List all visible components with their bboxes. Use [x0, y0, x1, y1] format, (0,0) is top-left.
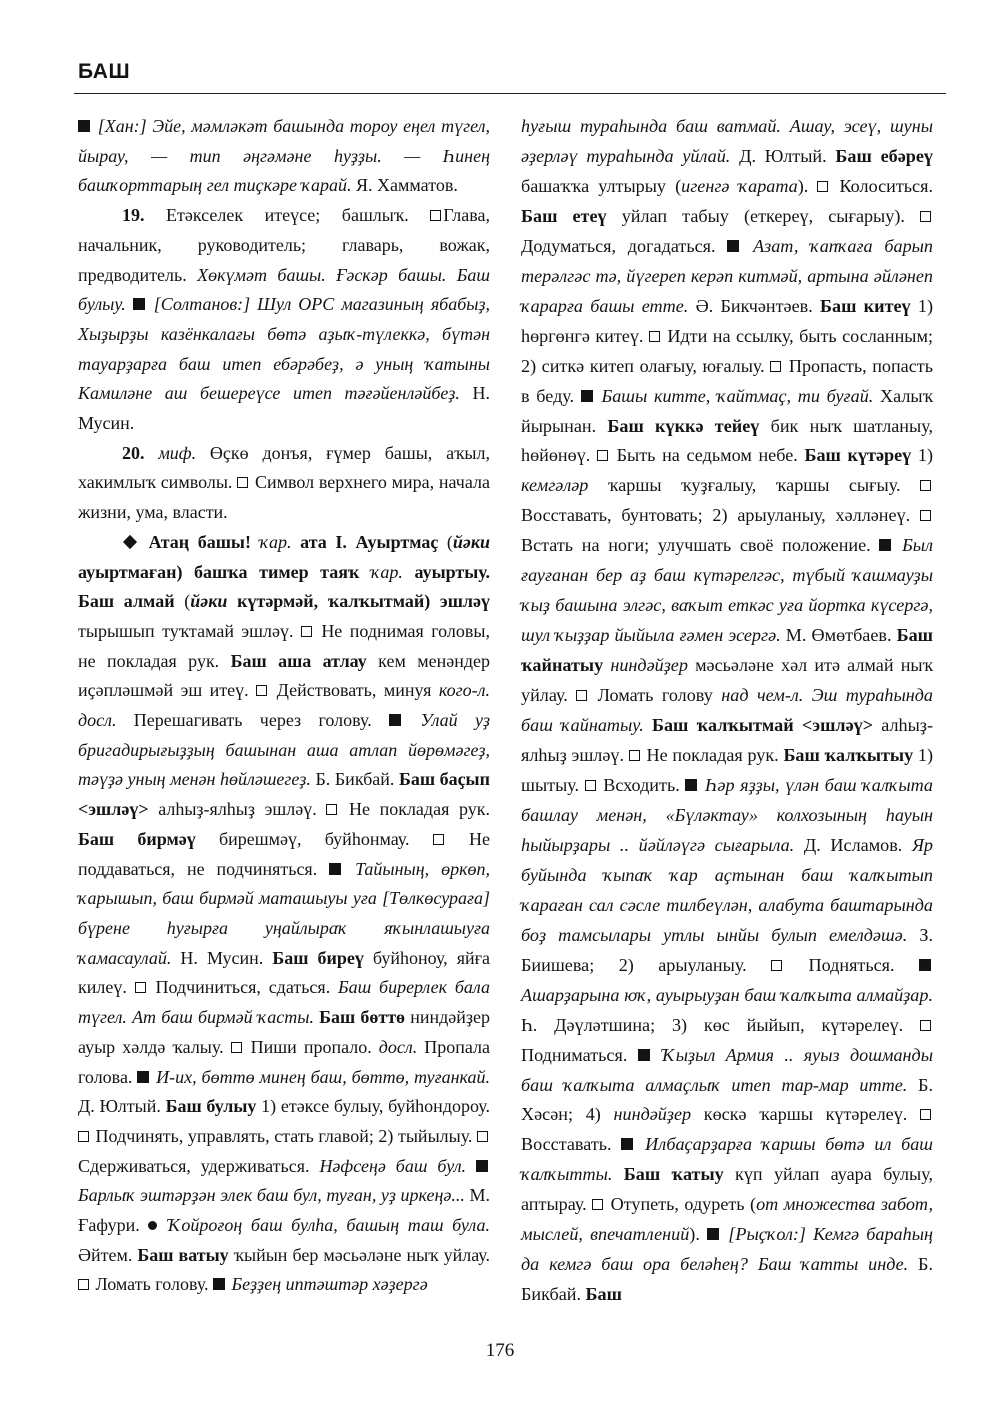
italic-text: Был ғауғанан бер аҙ баш күтәрелгәс, түбый ҡашмауҙы ҡыҙ башына элгәс, ваҡыт еткәс уға йортка күсергә, шул ҡыҙҙар йыйыла ғәмен эсергә.	[521, 535, 933, 646]
italic-text: Баш бирерлек бала түгел. Ат баш бирмәй ҡасты.	[78, 977, 491, 1028]
running-header: БАШ	[78, 60, 131, 83]
entry-paragraph: һуғыш тураһында баш ватмай. Ашау, эсеү, шуны әҙерләү тураһында уйлай. Д. Юлтый. Баш ебәреү башаҡҡа ултырыу (игенгә ҡарата). Колоситься. Баш етеү уйлап табыу (еткереү, сығарыу). Додуматься, догадаться. Азат, ҡапҡаға барып терәлгәс тә, йүгереп керәп китмәй, артына әйләнеп ҡарарға башы етте. Ә. Бикчәнтәев. Баш китеү 1) һөргөнгә китеү. Идти на ссылку, быть сосланным; 2) ситкә китеп олағыу, юғалыу. Пропасть, попасть в беду. Башы китте, ҡайтмаҫ, ти буғай. Халыҡ йырынан. Баш күккә тейеү бик ныҡ шатланыу, һөйөнөү. Быть на седьмом небе. Баш күтәреү 1) кемгәләр ҡаршы ҡуҙғалыу, ҡаршы сығыу. Восставать, бунтовать; 2) арыуланыу, хәлләнеү. Встать на ноги; улучшать своё положение. Был ғауғанан бер аҙ баш күтәрелгәс, түбый ҡашмауҙы ҡыҙ башына элгәс, ваҡыт еткәс уға йортка күсергә, шул ҡыҙҙар йыйыла ғәмен эсергә. М. Өмөтбаев. Баш ҡайнатыу ниндәйҙер мәсьәләне хәл итә алмай ныҡ уйлау. Ломать голову над чем-л. Эш тураһында баш ҡайнатыу. Баш ҡалҡытмай <эшләү> алһыҙ-ялһыҙ эшләү. Не покладая рук. Баш ҡалҡытыу 1) шытыу. Всходить. Һәр яҙҙы, үлән баш ҡалҡыта башлау менән, «Бүләктау» колхозының һауын һыйырҙары .. йәйләүгә сығарыла. Д. Исламов. Яр буйында ҡыпаҡ ҡар аҫтынан баш ҡалҡытып ҡараған сал сәсле тилбеүлән, алабута баштарында боҙ тамсылары утлы ынйы булып емелдәшә. З. Биишева; 2) арыуланыу. Подняться. Ашарҙарына юҡ, ауырыуҙан баш ҡалҡыта алмайҙар. Һ. Дәүләтшина; 3) көс йыйып, күтәрелеү. Подниматься. Ҡыҙыл Армия .. яуыз дошманды баш ҡалҡыта алмаҫлыҡ итеп тар-мар итте. Б. Хәсән; 4) ниндәйҙер көскә ҡаршы күтәрелеү. Восставать. Илбаҫарҙарға ҡаршы бөтә ил баш ҡалҡытты. Баш ҡатыу күп уйлап ауара булыу, аптырау. Отупеть, одуреть (от множества забот, мыслей, впечатлений). [Рыҫҡол:] Кемгә бараһың да кемгә баш ора беләһең? Баш ҡатты инде. Б. Бикбай. Баш	[521, 116, 934, 1305]
hollow-square-icon	[477, 1131, 488, 1142]
hollow-square-icon	[770, 361, 781, 372]
italic-text: кого-л. досл.	[78, 680, 490, 731]
hollow-square-icon	[576, 690, 587, 701]
headword-text: Баш ҡатыу	[623, 1164, 724, 1185]
filled-square-icon	[213, 1278, 225, 1290]
headword-text: 19.	[122, 205, 145, 226]
headword-text: Баш ватыу	[137, 1244, 229, 1265]
filled-square-icon	[78, 120, 90, 132]
filled-square-icon	[879, 539, 891, 551]
hollow-square-icon	[597, 450, 608, 461]
italic-text: Нәфсеңә баш бул.	[319, 1155, 467, 1176]
headword-text: Баш китеү	[820, 295, 911, 316]
hollow-square-icon	[592, 1199, 603, 1210]
italic-text	[453, 532, 490, 552]
headword-text: 20.	[122, 442, 145, 463]
hollow-square-icon	[817, 181, 828, 192]
filled-square-icon	[638, 1049, 650, 1061]
right-column	[521, 112, 933, 1310]
italic-text: И-их, бөттө минең баш, бөттө, туғанкай.	[156, 1066, 491, 1087]
hollow-square-icon	[301, 626, 312, 637]
headword-text: Ауыртмаҫ	[355, 531, 439, 552]
diamond-icon	[123, 535, 137, 549]
headword-text: йәки	[452, 531, 491, 552]
italic-text: Ашарҙарына юҡ, ауырыуҙан баш ҡалҡыта алмайҙар.	[521, 984, 933, 1005]
filled-square-icon	[137, 1071, 149, 1083]
hollow-square-icon	[78, 1131, 89, 1142]
italic-text: Азат, ҡапҡаға барып терәлгәс тә, йүгереп керәп китмәй, артына әйләнеп ҡарарға башы етте.	[521, 235, 933, 316]
italic-text: Улай уҙ бригадирығыҙҙың башынан аша атлап йөрөмәгеҙ, тәүҙә уның менән һөйләшегеҙ.	[78, 710, 491, 790]
italic-text: миф.	[158, 442, 197, 463]
filled-square-icon	[727, 240, 739, 252]
hollow-square-icon	[433, 834, 444, 845]
headword-text: Баш ҡалҡытмай <эшләү>	[651, 715, 874, 736]
filled-square-icon	[581, 390, 593, 402]
italic-text: Тайының, өркөп, ҡарышып, баш бирмәй маташыуы уға [Төлкөсураға] бүрене һуғырға уңайлыраҡ яҡынлашыуға ҡамасаулай.	[78, 858, 490, 968]
headword-text: ауыртыу. Баш алмай	[78, 561, 490, 612]
hollow-square-icon	[326, 804, 337, 815]
italic-text: һуғыш тураһында баш ватмай. Ашау, эсеү, шуны әҙерләү тураһында уйлай.	[521, 116, 933, 166]
italic-text: [Солтанов:] Шул ОРС магазиның ябабыҙ, Хыҙырҙы казёнкалағы бөтә аҙыҡ-түлеккә, бүтән тауарҙарға баш итеп ебәрәбеҙ, ә уның ҡатыны Камиләне аш бешереүсе итеп тәғәйенләйбеҙ.	[78, 294, 491, 404]
italic-text: Беҙҙең иптәштәр хәҙергә	[231, 1274, 428, 1295]
headword-text: Баш	[585, 1284, 622, 1305]
bullet-dot-icon	[148, 1221, 157, 1230]
hollow-square-icon	[920, 510, 931, 521]
italic-text: [Хан:] Эйе, мәмләкәт башында тороу еңел түгел, йырау, — тип әңгәмәне һуҙҙы. — Һинең башҡорттарың гел тиҫкәре ҡарай.	[78, 116, 490, 196]
italic-text: игенгә ҡарата	[681, 175, 798, 196]
hollow-square-icon	[920, 211, 931, 222]
headword-text: Баш аша атлау	[230, 650, 367, 671]
entry-paragraph: [Хан:] Эйе, мәмләкәт башында тороу еңел түгел, йырау, — тип әңгәмәне һуҙҙы. — Һинең башҡорттарың гел тиҫкәре ҡарай. Я. Хамматов.	[78, 116, 490, 196]
italic-text: досл.	[378, 1036, 418, 1057]
headword-text: Баш ҡайнатыу	[521, 625, 933, 676]
headword-text: Баш күккә тейеү	[607, 415, 760, 436]
italic-text: ҡар.	[259, 531, 292, 552]
hollow-square-icon	[920, 1020, 931, 1031]
italic-text: Яр буйында ҡыпаҡ ҡар аҫтынан баш ҡалҡытып ҡараған сал сәсле тилбеүлән, алабута баштарында боҙ тамсылары утлы ынйы булып емелдәшә.	[521, 834, 933, 945]
headword-text: Атаң башы!	[148, 531, 251, 552]
headword-text: Баш бөттө	[319, 1007, 406, 1028]
headword-text: Баш күтәреү	[804, 445, 912, 466]
headword-text: күтәрмәй, ҡалҡытмай) эшләү	[237, 591, 490, 612]
hollow-square-icon	[237, 477, 248, 488]
italic-text: [Рыҫҡол:] Кемгә бараһың да кемгә баш ора беләһең? Баш ҡатты инде.	[521, 1224, 933, 1275]
hollow-square-icon	[231, 1042, 242, 1053]
hollow-square-icon	[920, 480, 931, 491]
italic-text: кемгәләр	[521, 475, 589, 496]
italic-text: Һәр яҙҙы, үлән баш ҡалҡыта башлау менән, «Бүләктау» колхозының һауын һыйырҙары .. йәйләүгә сығарыла.	[521, 774, 933, 855]
headword-text: Баш ебәреү	[835, 145, 933, 166]
italic-text: Илбаҫарҙарға ҡаршы бөтә ил баш ҡалҡытты.	[521, 1134, 933, 1185]
filled-square-icon	[707, 1228, 719, 1240]
italic-text: над чем-л. Эш тураһында баш ҡайнатыу.	[521, 685, 933, 736]
italic-text: Ҡойроғоң баш булһа, башың таш була.	[167, 1215, 490, 1236]
left-column	[78, 112, 490, 1300]
hollow-square-icon	[135, 982, 146, 993]
entry-paragraph: 19. Етәкселек итеүсе; башлыҡ. Глава, начальник, руководитель; главарь, вожак, предводитель. Хөкүмәт башы. Ғәскәр башы. Баш булыу. [Солтанов:] Шул ОРС магазиның ябабыҙ, Хыҙырҙы казёнкалағы бөтә аҙыҡ-түлеккә, бүтән тауарҙарға баш итеп ебәрәбеҙ, ә уның ҡатыны Камиләне аш бешереүсе итеп тәғәйенләйбеҙ. Н. Мусин.	[78, 205, 491, 434]
italic-text: Ҡыҙыл Армия .. яуыз дошманды баш ҡалҡыта алмаҫлыҡ итеп тар-мар итте.	[521, 1044, 934, 1095]
italic-text: Хөкүмәт башы. Ғәскәр башы. Баш булыу.	[78, 264, 490, 315]
filled-square-icon	[329, 863, 341, 875]
headword-text: ауыртмаған) башҡа тимер таяҡ	[78, 561, 360, 582]
page-number: 176	[485, 1340, 515, 1361]
headword-text: Баш баҫып <эшләү>	[78, 769, 490, 820]
headword-text: ата I.	[300, 531, 347, 552]
entry-paragraph: Атаң башы! ҡар. ата I. Ауыртмаҫ (йәки ауыртмаған) башҡа тимер таяҡ ҡар. ауыртыу. Баш алмай (йәки күтәрмәй, ҡалҡытмай) эшләү тырышып туҡтамай эшләү. Не поднимая головы, не покладая рук. Баш аша атлау кем менәндер иҫәпләшмәй эш итеү. Действовать, минуя кого-л. досл. Перешагивать через голову. Улай уҙ бригадирығыҙҙың башынан аша атлап йөрөмәгеҙ, тәүҙә уның менән һөйләшегеҙ. Б. Бикбай. Баш баҫып <эшләү> алһыҙ-ялһыҙ эшләү. Не покладая рук. Баш бирмәү бирешмәү, буйһонмау. Не поддаваться, не подчиняться. Тайының, өркөп, ҡарышып, баш бирмәй маташыуы уға [Төлкөсураға] бүрене һуғырға уңайлыраҡ яҡынлашыуға ҡамасаулай. Н. Мусин. Баш биреү буйһоноу, яйға килеү. Подчиниться, сдаться. Баш бирерлек бала түгел. Ат баш бирмәй ҡасты. Баш бөттө ниндәйҙер ауыр хәлдә ҡалыу. Пиши пропало. досл. Пропала голова. И-их, бөттө минең баш, бөттө, туғанкай. Д. Юлтый. Баш булыу 1) етәксе булыу, буйһондороу. Подчинять, управлять, стать главой; 2) тыйылыу. Сдерживаться, удерживаться. Нәфсеңә баш бул. Барлыҡ эштәрҙән элек баш бул, туған, уҙ иркеңә... М. Ғафури. Ҡойроғоң баш булһа, башың таш була. Әйтем. Баш ватыу ҡыйын бер мәсьәләне ныҡ уйлау. Ломать голову. Беҙҙең иптәштәр хәҙергә	[78, 531, 491, 1295]
italic-text: ҡар.	[370, 561, 403, 582]
italic-text	[190, 591, 227, 611]
italic-text: ниндәйҙер	[610, 655, 688, 676]
hollow-square-icon	[430, 210, 441, 221]
filled-square-icon	[476, 1160, 488, 1172]
italic-text: ниндәйҙер	[613, 1104, 692, 1125]
italic-text: Барлыҡ эштәрҙән элек баш бул, туған, уҙ иркеңә...	[78, 1185, 465, 1206]
hollow-square-icon	[78, 1279, 89, 1290]
hollow-square-icon	[256, 685, 267, 696]
italic-text: Башы китте, ҡайтмаҫ, ти буғай.	[601, 385, 874, 406]
hollow-square-icon	[585, 780, 596, 791]
headword-text: йәки	[190, 591, 228, 612]
italic-text: от множества забот, мыслей, впечатлений	[521, 1194, 934, 1245]
header-rule	[74, 93, 946, 94]
filled-square-icon	[389, 714, 401, 726]
hollow-square-icon	[649, 331, 660, 342]
entry-paragraph: 20. миф. Өҫкө донъя, ғүмер башы, аҡыл, хакимлыҡ символы. Символ верхнего мира, начала жизни, ума, власти.	[78, 442, 491, 523]
headword-text: Баш етеү	[521, 205, 607, 226]
hollow-square-icon	[629, 750, 640, 761]
headword-text: Баш булыу	[165, 1096, 257, 1117]
headword-text: Баш бирмәү	[78, 828, 196, 849]
hollow-square-icon	[920, 1109, 931, 1120]
headword-text: Баш ҡалҡытыу	[783, 745, 914, 766]
filled-square-icon	[919, 959, 931, 971]
filled-square-icon	[133, 298, 145, 310]
hollow-square-icon	[771, 960, 782, 971]
filled-square-icon	[621, 1138, 633, 1150]
filled-square-icon	[685, 779, 697, 791]
headword-text: Баш биреү	[272, 947, 364, 968]
